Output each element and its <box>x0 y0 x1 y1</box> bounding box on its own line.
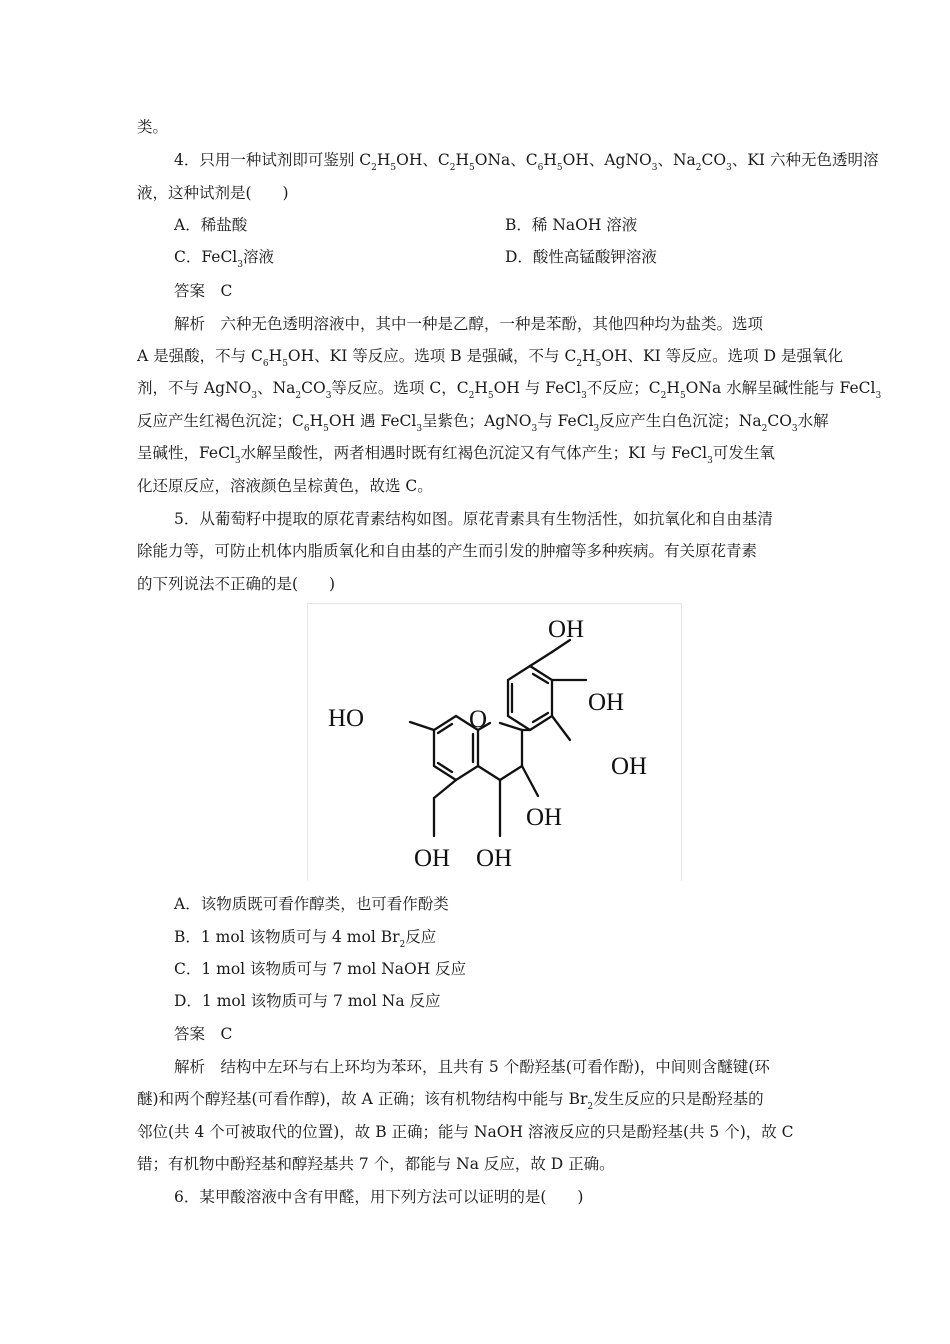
subscript: 3 <box>581 391 587 401</box>
oh-label: OH <box>526 804 563 831</box>
subscript: 5 <box>469 163 475 173</box>
text-segment: OH 遇 FeCl <box>328 412 417 430</box>
subscript: 6 <box>262 359 269 369</box>
subscript: 2 <box>449 163 456 173</box>
text-segment: CO <box>767 412 792 430</box>
subscript: 3 <box>593 424 600 434</box>
subscript: 5 <box>390 163 397 173</box>
subscript: 3 <box>416 424 423 434</box>
subscript: 3 <box>234 456 241 466</box>
option-d: D．1 mol 该物质可与 7 mol Na 反应 <box>174 992 441 1010</box>
question-5-stem: 的下列说法不正确的是( ) <box>137 575 336 593</box>
explanation-4-line <box>137 411 829 434</box>
explanation-5-line: 邻位(共 4 个可被取代的位置)，故 B 正确；能与 NaOH 溶液反应的只是酚羟基(共 5 个)，故 C <box>137 1123 794 1141</box>
subscript: 3 <box>726 163 732 173</box>
text-segment: 反应产生白色沉淀；Na <box>599 412 762 430</box>
explanation-5-line: 解析 结构中左环与右上环均为苯环，且共有 5 个酚羟基(可看作酚)，中间则含醚键(环 <box>174 1058 770 1076</box>
text-segment: 发生反应的只是酚羟基的 <box>593 1090 764 1108</box>
subscript: 2 <box>587 1102 594 1112</box>
subscript: 2 <box>399 940 406 950</box>
oh-label: OH <box>548 616 585 643</box>
option-a: A．该物质既可看作醇类，也可看作酚类 <box>174 895 449 913</box>
subscript: 5 <box>595 359 602 369</box>
option-c: C．1 mol 该物质可与 7 mol NaOH 反应 <box>174 960 467 978</box>
explanation-4-line <box>137 346 843 369</box>
text-segment: ONa 水解呈碱性能与 FeCl <box>685 379 876 397</box>
question-4-stem-cont: 液，这种试剂是( ) <box>137 184 289 202</box>
subscript: 5 <box>323 424 329 434</box>
text-segment: 呈紫色；AgNO <box>422 412 532 430</box>
subscript: 2 <box>371 163 377 173</box>
text-segment: H <box>474 379 488 397</box>
explanation-4-line: 解析 六种无色透明溶液中，其中一种是乙醇，一种是苯酚，其他四种均为盐类。选项 <box>174 315 764 333</box>
text-segment: 溶液 <box>243 248 275 266</box>
subscript: 3 <box>325 391 332 401</box>
explanation-4-line: 化还原反应，溶液颜色呈棕黄色，故选 C。 <box>137 477 433 495</box>
subscript: 6 <box>303 424 310 434</box>
procyanidin-structure <box>308 604 681 881</box>
subscript: 3 <box>531 424 538 434</box>
subscript: 2 <box>660 391 667 401</box>
text-segment: CO <box>701 151 727 169</box>
question-4-stem <box>174 150 879 173</box>
text-segment: OH、KI 等反应。选项 D 是强氧化 <box>601 347 843 365</box>
text-segment: 水解 <box>797 412 829 430</box>
text-segment: OH、C <box>396 151 450 169</box>
subscript: 2 <box>468 391 475 401</box>
answer-4: 答案 C <box>174 282 233 300</box>
text-segment: 呈碱性，FeCl <box>137 444 235 462</box>
subscript: 3 <box>651 163 658 173</box>
text-segment: 等反应。选项 C，C <box>331 379 469 397</box>
explanation-4-line <box>137 378 882 401</box>
text-segment: 醚)和两个醇羟基(可看作醇)，故 A 正确；该有机物结构中能与 Br <box>137 1090 588 1108</box>
text-segment: 不反应；C <box>586 379 661 397</box>
subscript: 3 <box>237 260 243 270</box>
text-segment: H <box>543 151 557 169</box>
option-d: D．酸性高锰酸钾溶液 <box>505 248 657 266</box>
subscript: 5 <box>556 163 563 173</box>
subscript: 3 <box>251 391 258 401</box>
text-segment: 、Na <box>257 379 296 397</box>
text-segment: OH、AgNO <box>562 151 652 169</box>
explanation-5-line <box>137 1089 817 1112</box>
answer-5: 答案 C <box>174 1025 233 1043</box>
option-a: A．稀盐酸 <box>174 216 248 234</box>
text-segment: H <box>309 412 324 430</box>
text-segment: 与 FeCl <box>537 412 594 430</box>
ho-label: HO <box>328 705 365 732</box>
text-segment: C．FeCl <box>174 248 238 266</box>
question-6-stem: 6．某甲酸溶液中含有甲醛，用下列方法可以证明的是( ) <box>174 1188 584 1206</box>
text-segment: H <box>582 347 596 365</box>
subscript: 5 <box>679 391 686 401</box>
oh-label: OH <box>476 845 513 872</box>
subscript: 5 <box>487 391 494 401</box>
explanation-4-line <box>137 443 817 466</box>
subscript: 2 <box>761 424 768 434</box>
text-segment: 、Na <box>657 151 696 169</box>
text-segment: 、KI 六种无色透明溶 <box>731 151 879 169</box>
oh-label: OH <box>414 845 451 872</box>
text-segment: OH、KI 等反应。选项 B 是强碱，不与 C <box>287 347 577 365</box>
text-segment: ONa、C <box>474 151 538 169</box>
text-segment: A 是强酸，不与 C <box>137 347 263 365</box>
text-segment: H <box>376 151 391 169</box>
question-5-stem: 5．从葡萄籽中提取的原花青素结构如图。原花青素具有生物活性，如抗氧化和自由基清 <box>174 510 773 528</box>
text-segment: H <box>268 347 283 365</box>
subscript: 5 <box>282 359 288 369</box>
text-segment: B．1 mol 该物质可与 4 mol Br <box>174 928 400 946</box>
subscript: 2 <box>295 391 302 401</box>
ring-oxygen-label: O <box>469 706 488 733</box>
text-segment: CO <box>301 379 326 397</box>
subscript: 3 <box>875 391 882 401</box>
option-b: B．稀 NaOH 溶液 <box>505 216 638 234</box>
text-segment: 反应产生红褐色沉淀；C <box>137 412 304 430</box>
text-segment: 水解呈酸性，两者相遇时既有红褐色沉淀又有气体产生；KI 与 FeCl <box>240 444 708 462</box>
explanation-5-line: 错；有机物中酚羟基和醇羟基共 7 个，都能与 Na 反应，故 D 正确。 <box>137 1155 615 1173</box>
text-segment: OH 与 FeCl <box>493 379 582 397</box>
subscript: 2 <box>576 359 583 369</box>
text-segment: 反应 <box>405 928 437 946</box>
structure-figure <box>307 603 682 881</box>
subscript: 3 <box>791 424 798 434</box>
subscript: 3 <box>707 456 713 466</box>
subscript: 6 <box>537 163 544 173</box>
question-5-stem: 除能力等，可防止机体内脂质氧化和自由基的产生而引发的肿瘤等多种疾病。有关原花青素 <box>137 542 758 560</box>
subscript: 2 <box>695 163 702 173</box>
text-segment: 可发生氧 <box>712 444 775 462</box>
text-segment: 4．只用一种试剂即可鉴别 C <box>174 151 372 169</box>
oh-label: OH <box>611 753 648 780</box>
text-segment: 剂，不与 AgNO <box>137 379 252 397</box>
text-segment: H <box>666 379 680 397</box>
text-line: 类。 <box>137 118 169 136</box>
oh-label: OH <box>588 689 625 716</box>
text-segment: H <box>455 151 470 169</box>
option-b <box>174 927 854 950</box>
